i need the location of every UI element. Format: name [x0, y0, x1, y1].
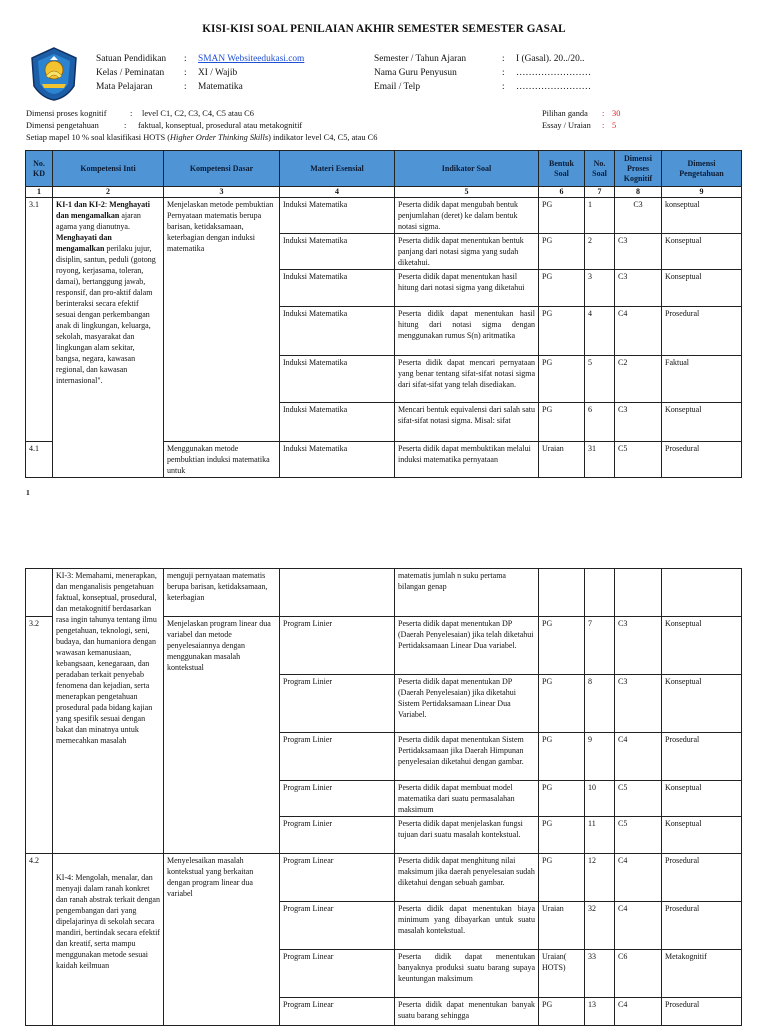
indikator-cell: Peserta didik dapat membuktikan melalui induksi matematika pernyataan	[395, 442, 539, 478]
col-header: No. Soal	[585, 151, 615, 187]
pengetahuan-cell: Konseptual	[662, 817, 742, 854]
indikator-cell: Peserta didik dapat menentukan hasil hitung dari notasi sigma dengan menggunakan rumus S(n) aritmatika	[395, 307, 539, 356]
info-label: Satuan Pendidikan	[96, 54, 167, 64]
no-soal-cell: 9	[585, 733, 615, 781]
info-row-guru: Nama Guru Penyusun : ……………………	[374, 68, 591, 78]
meta-hots-italic: Higher Order Thinking Skills	[169, 133, 269, 142]
materi-cell: Program Linear	[280, 854, 395, 902]
info-label: Email / Telp	[374, 82, 421, 92]
materi-cell: Induksi Matematika	[280, 307, 395, 356]
table-header-row	[26, 151, 742, 187]
meta-hots-post: ) indikator level C4, C5, atau C6	[268, 133, 378, 142]
pengetahuan-cell: Konseptual	[662, 617, 742, 675]
kd-description: Menjelaskan program linear dua variabel dan metode penyelesaiannya dengan menggunakan masalah kontekstual	[164, 617, 280, 854]
pengetahuan-cell: Prosedural	[662, 733, 742, 781]
bentuk-cell: PG	[539, 234, 585, 270]
indikator-cell: Peserta didik dapat menentukan DP (Daerah Penyelesaian) jika telah diketahui Pertidaksamaan Linear Dua variabel.	[395, 617, 539, 675]
kognitif-cell: C4	[615, 902, 662, 950]
info-row-semester: Semester / Tahun Ajaran : I (Gasal). 20../20..	[374, 54, 585, 64]
meta-label: Essay / Uraian	[542, 121, 591, 130]
meta-label: Dimensi pengetahuan	[26, 121, 99, 130]
pengetahuan-cell: Konseptual	[662, 675, 742, 733]
kd-number: 4.2	[26, 854, 53, 1026]
materi-cell: Program Linier	[280, 675, 395, 733]
pengetahuan-cell: Metakognitif	[662, 950, 742, 998]
no-soal-cell: 12	[585, 854, 615, 902]
info-label: Mata Pelajaran	[96, 82, 153, 92]
info-row-kelas: Kelas / Peminatan : XI / Wajib	[96, 68, 238, 78]
table-row	[26, 854, 742, 902]
materi-cell: Program Linier	[280, 817, 395, 854]
col-header: Indikator Soal	[395, 151, 539, 187]
meta-pg-value: 30	[612, 109, 621, 118]
meta-hots	[26, 132, 377, 144]
info-row-mapel: Mata Pelajaran : Matematika	[96, 82, 243, 92]
info-value: XI / Wajib	[198, 68, 238, 78]
school-link[interactable]: SMAN Websiteedukasi.com	[198, 54, 305, 64]
bentuk-cell: PG	[539, 198, 585, 234]
bentuk-cell: PG	[539, 307, 585, 356]
meta-label: Pilihan ganda	[542, 109, 588, 118]
materi-cell: Induksi Matematika	[280, 198, 395, 234]
bentuk-cell: PG	[539, 403, 585, 442]
bentuk-cell: PG	[539, 270, 585, 307]
indikator-cell: Peserta didik dapat menjelaskan fungsi tujuan dari suatu masalah kontekstual.	[395, 817, 539, 854]
indikator-cell: Peserta didik dapat menentukan banyaknya produksi suatu barang supaya keuntungan maksimum	[395, 950, 539, 998]
kd-description: Menjelaskan metode pembuktian Pernyataan matematis berupa barisan, ketidaksamaan, keterbagian dengan induksi matematika	[164, 198, 280, 442]
table-row	[26, 198, 742, 234]
indikator-cell: Peserta didik dapat membuat model matematika dari suatu permasalahan maksimum	[395, 781, 539, 817]
indikator-cell: Peserta didik dapat menentukan DP (Daerah Penyelesaian) jika diketahui Sistem Pertidaksamaan Linear Dua Variabel.	[395, 675, 539, 733]
kognitif-cell	[615, 569, 662, 617]
meta-pg: Pilihan ganda : 30	[542, 109, 621, 118]
kognitif-cell: C4	[615, 307, 662, 356]
page-number: 1	[26, 488, 30, 497]
col-header: Dimensi Pengetahuan	[662, 151, 742, 187]
pengetahuan-cell: konseptual	[662, 198, 742, 234]
info-label: Nama Guru Penyusun	[374, 68, 457, 78]
no-soal-cell: 33	[585, 950, 615, 998]
indikator-cell: matematis jumlah n suku pertama bilangan genap	[395, 569, 539, 617]
header-left-info	[96, 52, 304, 94]
kd-description: menguji pernyataan matematis berupa barisan, ketidaksamaan, keterbagian	[164, 569, 280, 617]
bentuk-cell: PG	[539, 356, 585, 403]
pengetahuan-cell: Prosedural	[662, 854, 742, 902]
col-number: 9	[662, 187, 742, 198]
indikator-cell: Peserta didik dapat menghitung nilai maksimum jika daerah penyelesaian sudah diketahui dengan sebuah gambar.	[395, 854, 539, 902]
meta-value: faktual, konseptual, prosedural atau metakognitif	[138, 121, 303, 130]
meta-value: level C1, C2, C3, C4, C5 atau C6	[142, 109, 254, 118]
column-number-row	[26, 187, 742, 198]
no-soal-cell: 11	[585, 817, 615, 854]
indikator-cell: Peserta didik dapat menentukan biaya minimum yang dibayarkan untuk suatu masalah kontekstual.	[395, 902, 539, 950]
tut-wuri-handayani-logo	[26, 46, 82, 102]
meta-label: Dimensi proses kognitif	[26, 109, 107, 118]
materi-cell: Program Linear	[280, 902, 395, 950]
materi-cell	[280, 569, 395, 617]
col-number: 7	[585, 187, 615, 198]
materi-cell: Induksi Matematika	[280, 442, 395, 478]
kognitif-cell: C3	[615, 675, 662, 733]
kisi-kisi-table-page2	[25, 568, 742, 1026]
indikator-cell: Mencari bentuk equivalensi dari salah satu sifat-sifat notasi sigma. Misal: sifat	[395, 403, 539, 442]
pengetahuan-cell: Konseptual	[662, 270, 742, 307]
materi-cell: Induksi Matematika	[280, 356, 395, 403]
bentuk-cell: Uraian	[539, 442, 585, 478]
kognitif-cell: C3	[615, 270, 662, 307]
materi-cell: Induksi Matematika	[280, 403, 395, 442]
col-number: 2	[53, 187, 164, 198]
bentuk-cell: PG	[539, 617, 585, 675]
no-soal-cell: 32	[585, 902, 615, 950]
pengetahuan-cell: Prosedural	[662, 442, 742, 478]
bentuk-cell	[539, 569, 585, 617]
pengetahuan-cell: Konseptual	[662, 234, 742, 270]
info-value: ……………………	[516, 82, 591, 92]
ki-1-2-cell: KI-1 dan KI-2: Menghayati dan mengamalkan ajaran agama yang dianutnya. Menghayati dan mengamalkan perilaku jujur, disiplin, santun, peduli (gotong royong, kerjasama, toleran, damai), bertanggung jawab, responsif, dan pro-aktif dalam berinteraksi secara efektif sesuai dengan perkembangan anak di lingkungan, keluarga, sekolah, masyarakat dan lingkungan alam sekitar, bangsa, negara, kawasan regional, dan kawasan internasional".	[53, 198, 164, 478]
no-soal-cell: 8	[585, 675, 615, 733]
kd-number: 3.1	[26, 198, 53, 442]
col-number: 8	[615, 187, 662, 198]
indikator-cell: Peserta didik dapat menentukan banyak suatu barang sehingga	[395, 998, 539, 1026]
no-soal-cell: 7	[585, 617, 615, 675]
info-row-email: Email / Telp : ……………………	[374, 82, 591, 92]
bentuk-cell: PG	[539, 781, 585, 817]
header-right-info	[374, 52, 591, 94]
kognitif-cell: C4	[615, 733, 662, 781]
ki-4-cell: KI-4: Mengolah, menalar, dan menyaji dalam ranah konkret dan ranah abstrak terkait dengan pengembangan dari yang dipelajarinya di sekolah secara mandiri, bertindak secara efektif dan kreatif, serta mampu menggunakan metode sesuai kaidah keilmuan	[53, 854, 164, 1026]
bentuk-cell: Uraian( HOTS)	[539, 950, 585, 998]
info-value: Matematika	[198, 82, 243, 92]
kd-number: 4.1	[26, 442, 53, 478]
no-soal-cell: 31	[585, 442, 615, 478]
no-soal-cell: 4	[585, 307, 615, 356]
kd-description: Menyelesaikan masalah kontekstual yang berkaitan dengan program linear dua variabel	[164, 854, 280, 1026]
info-row-satuan: Satuan Pendidikan : SMAN Websiteedukasi.com	[96, 54, 305, 64]
no-soal-cell: 10	[585, 781, 615, 817]
pengetahuan-cell: Prosedural	[662, 902, 742, 950]
materi-cell: Program Linier	[280, 781, 395, 817]
col-number: 6	[539, 187, 585, 198]
ki-3-cell: KI-3: Memahami, menerapkan, dan menganalisis pengetahuan faktual, konseptual, prosedural, dan metakognitif berdasarkan rasa ingin tahunya tentang ilmu pengetahuan, teknologi, seni, budaya, dan humaniora dengan wawasan kemanusiaan, kebangsaan, kenegaraan, dan peradaban terkait penyebab fenomena dan kejadian, serta menerapkan pengetahuan prosedural pada bidang kajian yang spesifik sesuai dengan bakat dan minatnya untuk memecahkan masalah	[53, 569, 164, 854]
pengetahuan-cell: Prosedural	[662, 998, 742, 1026]
meta-kognitif: Dimensi proses kognitif : level C1, C2, C3, C4, C5 atau C6	[26, 109, 254, 118]
no-soal-cell: 2	[585, 234, 615, 270]
col-number: 4	[280, 187, 395, 198]
info-label: Semester / Tahun Ajaran	[374, 54, 467, 64]
kognitif-cell: C3	[615, 617, 662, 675]
col-header: No. KD	[26, 151, 53, 187]
materi-cell: Induksi Matematika	[280, 234, 395, 270]
pengetahuan-cell: Konseptual	[662, 403, 742, 442]
kognitif-cell: C6	[615, 950, 662, 998]
col-header: Dimensi Proses Kognitif	[615, 151, 662, 187]
col-header: Materi Esensial	[280, 151, 395, 187]
col-number: 3	[164, 187, 280, 198]
indikator-cell: Peserta didik dapat menentukan hasil hitung dari notasi sigma yang diketahui	[395, 270, 539, 307]
kognitif-cell: C5	[615, 442, 662, 478]
materi-cell: Program Linier	[280, 733, 395, 781]
kd-number	[26, 569, 53, 617]
no-soal-cell	[585, 569, 615, 617]
indikator-cell: Peserta didik dapat mencari pernyataan yang benar tentang sifat-sifat notasi sigma dari sifat-sifat yang telah disediakan.	[395, 356, 539, 403]
info-value: I (Gasal). 20../20..	[516, 54, 585, 64]
no-soal-cell: 3	[585, 270, 615, 307]
kognitif-cell: C2	[615, 356, 662, 403]
no-soal-cell: 1	[585, 198, 615, 234]
kd-number: 3.2	[26, 617, 53, 854]
col-header: Kompetensi Dasar	[164, 151, 280, 187]
meta-pengetahuan: Dimensi pengetahuan : faktual, konseptual, prosedural atau metakognitif	[26, 121, 303, 130]
col-header: Bentuk Soal	[539, 151, 585, 187]
indikator-cell: Peserta didik dapat mengubah bentuk penjumlahan (deret) ke dalam bentuk notasi sigma.	[395, 198, 539, 234]
kognitif-cell: C5	[615, 817, 662, 854]
kognitif-cell: C3	[615, 198, 662, 234]
pengetahuan-cell: Konseptual	[662, 781, 742, 817]
no-soal-cell: 6	[585, 403, 615, 442]
col-number: 1	[26, 187, 53, 198]
kognitif-cell: C3	[615, 234, 662, 270]
meta-essay-value: 5	[612, 121, 617, 130]
pengetahuan-cell: Prosedural	[662, 307, 742, 356]
col-header: Kompetensi Inti	[53, 151, 164, 187]
kisi-kisi-table-page1	[25, 150, 742, 478]
materi-cell: Induksi Matematika	[280, 270, 395, 307]
table-row	[26, 569, 742, 617]
pengetahuan-cell	[662, 569, 742, 617]
info-label: Kelas / Peminatan	[96, 68, 165, 78]
info-value: ……………………	[516, 68, 591, 78]
meta-essay: Essay / Uraian : 5	[542, 121, 617, 130]
indikator-cell: Peserta didik dapat menentukan Sistem Pertidaksamaan jika Daerah Himpunan penyelesaian diketahui dengan gambar.	[395, 733, 539, 781]
bentuk-cell: PG	[539, 733, 585, 781]
meta-hots-pre: Setiap mapel 10 % soal klasifikasi HOTS (	[26, 133, 170, 142]
kognitif-cell: C4	[615, 998, 662, 1026]
indikator-cell: Peserta didik dapat menentukan bentuk panjang dari notasi sigma yang sudah diketahui.	[395, 234, 539, 270]
kognitif-cell: C4	[615, 854, 662, 902]
pengetahuan-cell: Faktual	[662, 356, 742, 403]
materi-cell: Program Linier	[280, 617, 395, 675]
materi-cell: Program Linear	[280, 998, 395, 1026]
kognitif-cell: C3	[615, 403, 662, 442]
bentuk-cell: PG	[539, 854, 585, 902]
col-number: 5	[395, 187, 539, 198]
bentuk-cell: PG	[539, 998, 585, 1026]
bentuk-cell: Uraian	[539, 902, 585, 950]
kognitif-cell: C5	[615, 781, 662, 817]
kd-description: Menggunakan metode pembuktian induksi matematika untuk	[164, 442, 280, 478]
materi-cell: Program Linear	[280, 950, 395, 998]
bentuk-cell: PG	[539, 817, 585, 854]
no-soal-cell: 13	[585, 998, 615, 1026]
no-soal-cell: 5	[585, 356, 615, 403]
bentuk-cell: PG	[539, 675, 585, 733]
page-title: KISI-KISI SOAL PENILAIAN AKHIR SEMESTER SEMESTER GASAL	[202, 23, 566, 35]
